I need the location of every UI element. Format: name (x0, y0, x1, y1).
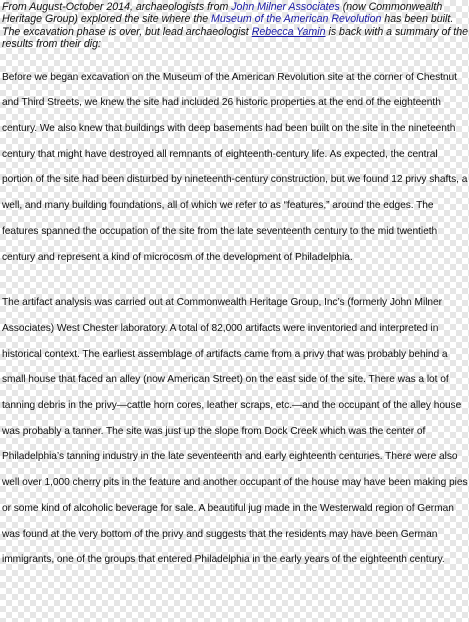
intro-text-4: is back with a summary of the results from their dig: (2, 25, 468, 51)
intro-text-3: has been built. The excavation phase is over, but lead archaeologist (2, 13, 454, 38)
john-milner-associates-link[interactable]: John Milner Associates (231, 1, 340, 13)
intro-paragraph (2, 0, 468, 51)
document-body (2, 0, 468, 573)
intro-text-2: (now Commonwealth Heritage Group) explored the site where the (2, 1, 443, 26)
museum-link[interactable]: Museum of the American Revolution (211, 13, 382, 26)
intro-text-1: From August-October 2014, archaeologists from (2, 1, 232, 13)
paragraph-artifact-analysis: The artifact analysis was carried out at Commonwealth Heritage Group, Inc’s (formerly John Milner Associates) West Chester laboratory. A total of 82,000 artifacts were inventoried and interpreted in historical context. The earliest assemblage of artifacts came from a privy that was probably behind a small house that faced an alley (now American Street) on the east side of the site. There was a lot of tanning debris in the privy—cattle horn cores, leather scraps, etc.—and the occupant of the alley house was probably a tanner. The site was just up the slope from Dock Creek which was the center of Philadelphia’s tanning industry in the late seventeenth and early eighteenth centuries. There were also well over 1,000 cherry pits in the feature and another occupant of the house may have been making pies or some kind of alcoholic beverage for sale. A beautiful jug made in the Westerwald region of German was found at the very bottom of the privy and suggests that the residents may have been German immigrants, one of the groups that entered Philadelphia in the early years of the eighteenth century. (2, 297, 468, 566)
paragraph-excavation: Before we began excavation on the Museum of the American Revolution site at the corner of Chestnut and Third Streets, we knew the site had included 26 historic properties at the end of the eighteenth century. We also knew that buildings with deep basements had been built on the site in the nineteenth century that might have destroyed all remnants of eighteenth-century life. As expected, the central portion of the site had been disturbed by nineteenth-century construction, but we found 12 privy shafts, a well, and many building foundations, all of which we refer to as “features,” around the edges. The features spanned the occupation of the site from the late seventeenth century to the mid twentieth century and represent a kind of microcosm of the development of Philadelphia. (2, 71, 468, 263)
rebecca-yamin-link[interactable]: Rebecca Yamin (251, 25, 326, 38)
